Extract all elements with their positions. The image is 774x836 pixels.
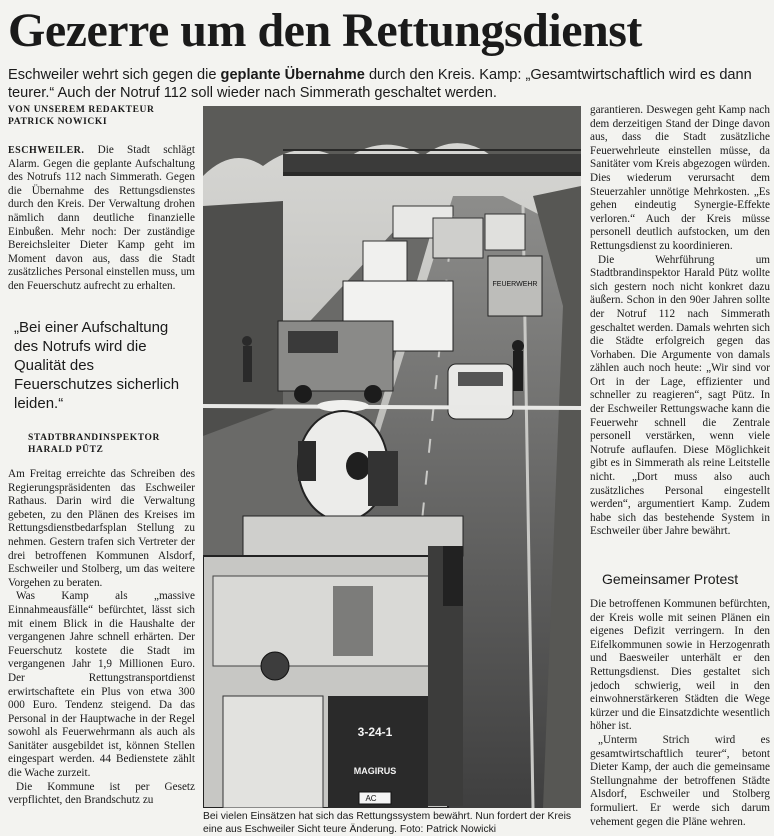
lead-column bbox=[8, 144, 195, 294]
dateline: ESCHWEILER. bbox=[8, 145, 85, 156]
fire-truck-label: FEUERWEHR bbox=[492, 281, 538, 288]
truck-brand: MAGIRUS bbox=[353, 766, 397, 776]
article-photo bbox=[203, 106, 581, 808]
body-paragraph: Am Freitag erreichte das Schreiben des Regierungspräsidenten das Eschweiler Rathaus. Darin wird die Verwaltung gebeten, zu den Plänen des Kreises im Rettungsdienstbedarfsplan Stellung zu nehmen. Gestern trafen sich Vertreter der drei betroffenen Kommunen Alsdorf, Eschweiler und Stolberg, um das weitere Vorgehen zu beraten. bbox=[8, 468, 195, 589]
subhead-bold: geplante Übernahme bbox=[220, 67, 365, 83]
section-subheading: Gemeinsamer Protest bbox=[602, 571, 739, 587]
photo-caption bbox=[203, 810, 583, 836]
byline bbox=[8, 104, 198, 128]
subhead bbox=[8, 66, 768, 102]
pull-quote-source-title: STADTBRANDINSPEKTOR bbox=[28, 433, 160, 443]
body-column-3-lower bbox=[590, 598, 770, 836]
subhead-part2: durch den Kreis. Kamp: „Gesamtwirtschaftlich wird es dann teurer.“ Auch der Notruf 112 soll wieder nach Simmerath geschaltet werden. bbox=[8, 67, 752, 101]
subhead-part1: Eschweiler wehrt sich gegen die bbox=[8, 67, 221, 83]
byline-author: PATRICK NOWICKI bbox=[8, 117, 108, 127]
lead-text: Die Stadt schlägt Alarm. Gegen die geplante Aufschaltung des Notrufs 112 nach Simmerath. Gegen die Übernahme des Rettungsdienstes durch den Kreis. Der Verwaltung drohen nämlich dann deutliche finanzielle Einbußen. Mehr noch: Der zuständige Bereichsleiter Dieter Kamp geht im Moment davon aus, dass die Stadt zusätzliches Personal einstellen muss, um den Feuerschutz aufrecht zu erhalten. bbox=[8, 144, 195, 292]
photo-credit: Foto: Patrick Nowicki bbox=[399, 824, 497, 835]
body-paragraph: Die Kommune ist per Gesetz verpflichtet, den Brandschutz zu bbox=[8, 780, 195, 807]
body-paragraph: Was Kamp als „massive Einnahmeausfälle“ befürchtet, lässt sich mit einem Blick in die Haushalte der vergangenen Jahre schnell erhärten. Der Feuerschutz kostete die Stadt im vergangenen Jahr 1,9 Millionen Euro. Der Rettungstransportdienst erwirtschaftete ein Plus von etwa 300 000 Euro. Tendenz steigend. Da das Personal in der Hauptwache in der Regel sowohl als Feuerwehrmann als auch als Sanitäter ausgebildet ist, können Stellen eingespart werden. 44 Bedienstete zählt die Wache zurzeit. bbox=[8, 590, 195, 780]
headline: Gezerre um den Rettungsdienst bbox=[8, 4, 642, 57]
emergency-scene-photo bbox=[203, 106, 581, 808]
body-paragraph: Die betroffenen Kommunen befürchten, der Kreis wolle mit seinen Plänen ein eigenes Defizit verringern. In den Eifelkommunen sowie in Herzogenrath und Baesweiler unterhält er den Rettungsdienst. Dies gestaltet sich jedoch schwierig, weil in den einwohnerstärkeren Städten die Wege kürzer und die Einsatzdichte wesentlich höher ist. bbox=[590, 598, 770, 733]
body-column-3 bbox=[590, 104, 770, 566]
body-paragraph: garantieren. Deswegen geht Kamp nach dem derzeitigen Stand der Dinge davon aus, dass die Stadt zusätzliche Feuerwehrleute einstellen müsse, da Sanitäter vom Kreis abgezogen würden. Dies wiederum verursacht dem Steuerzahler unnötige Mehrkosten. „Es gehen eindeutig Synergie-Effekte verloren.“ Auch der Kreis müsse personell deutlich aufstocken, um den Rettungsdienst zu koordinieren. bbox=[590, 104, 770, 252]
truck-number: 3-24-1 bbox=[357, 725, 393, 739]
byline-line1: VON UNSEREM REDAKTEUR bbox=[8, 105, 155, 115]
body-paragraph: Die Wehrführung um Stadtbrandinspektor Harald Pütz wollte sich gestern noch nicht konkret dazu äußern. Schon in den 90er Jahren sollte der Notruf 112 nach Simmerath geschaltet werden. Damals wehrten sich die Städte erfolgreich gegen das Vorhaben. Die Argumente von damals zählen auch noch heute: „Wir sind vor Ort in der Lage, effizienter und schneller zu reagieren“, sagt Pütz. In der Eschweiler Rettungswache kann die Feuerwehr schnell die Zentrale personell verstärken, wenn viele Notrufe auflaufen. Diese Möglichkeit gibt es in Simmerath als reine Leitstelle nicht. „Dort muss also auch zusätzliches Personal eingestellt werden“, argumentiert Kamp. Zudem habe sich das bestehende System in Eschweiler über Jahre bewährt. bbox=[590, 253, 770, 538]
pull-quote-source bbox=[28, 432, 198, 456]
caption-text: Bei vielen Einsätzen hat sich das Rettungssystem bewährt. Nun fordert der Kreis eine aus Eschweiler Sicht teure Änderung. bbox=[203, 811, 572, 835]
lead-paragraph bbox=[8, 144, 195, 294]
pull-quote: „Bei einer Aufschaltung des Notrufs wird die Qualität des Feuerschutzes sicherlich leiden.“ bbox=[14, 319, 180, 412]
body-paragraph: „Unterm Strich wird es gesamtwirtschaftlich teurer“, betont Dieter Kamp, der auch die gemeinsame Stellungnahme der betroffenen Städte Alsdorf, Eschweiler und Stolberg formuliert. Er werde sich darum vehement gegen die Pläne wehren. bbox=[590, 733, 770, 828]
truck-plate: AC bbox=[365, 794, 377, 803]
body-column-1 bbox=[8, 468, 195, 836]
pull-quote-source-name: HARALD PÜTZ bbox=[28, 445, 104, 455]
